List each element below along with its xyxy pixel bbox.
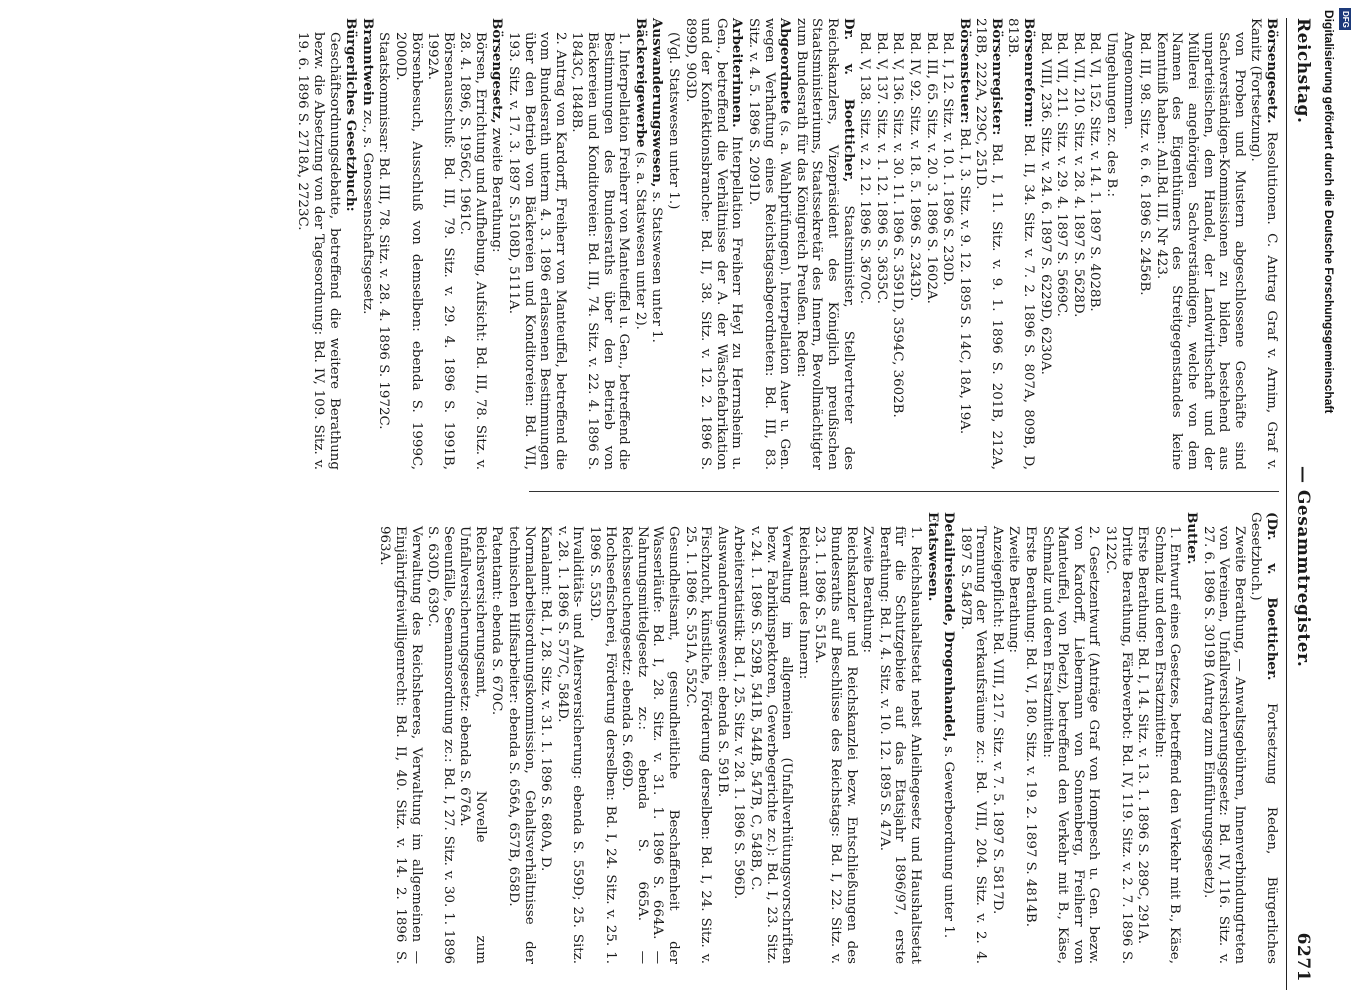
entry-text: Erste Berathung: Bd. VI, 180. Sitz. v. 19. 2. 1897 S. 4814B. bbox=[1023, 526, 1039, 928]
register-entry bbox=[1248, 18, 1279, 470]
entry-heading: Bürgerliches Gesetzbuch: bbox=[343, 18, 360, 212]
entry-heading: (Dr. v. Boetticher. bbox=[1264, 512, 1280, 681]
register-entry bbox=[1183, 512, 1199, 964]
digitization-credit: Digitalisierung gefördert durch die Deutsche Forschungsgemeinschaft bbox=[1322, 10, 1336, 414]
entry-text: Zweite Berathung: bbox=[1006, 526, 1022, 654]
register-entry bbox=[1054, 18, 1070, 470]
entry-text: Arbeiterstatistik: Bd. I, 25. Sitz. v. 28. 1. 1896 S. 596D. bbox=[731, 526, 747, 900]
register-entry bbox=[649, 18, 665, 470]
register-entry bbox=[860, 512, 876, 964]
entry-text: Bd. VI, 152. Sitz. v. 14. 1. 1897 S. 4028B. bbox=[1087, 32, 1103, 312]
register-entry bbox=[906, 18, 922, 470]
entry-text: 2. Gesetzentwurf (Anträge Graf von Hompesch u. Gen. bezw. von Kardorff, Liebermann von Sonnenberg, Freiherr von Manteuffel, von Ploetz), betreffend den Verkehr mit B., Käse, Schmalz und deren Ersatzmitteln: bbox=[1039, 526, 1102, 964]
register-entry bbox=[457, 512, 488, 964]
entry-text: Verwaltung des Reichsheeres, Verwaltung im allgemeinen — Einjährigfreiwilligenrecht: Bd. II, 40. Sitz. v. 14. 2. 1896 S. 963A. bbox=[377, 526, 424, 964]
register-entry bbox=[873, 18, 889, 470]
entry-text: Umgehungen zc. des B.: bbox=[1104, 32, 1120, 198]
register-entry bbox=[714, 512, 730, 964]
entry-text: s. Gewerbeordnung unter 1. bbox=[941, 746, 957, 939]
entry-text: Bd. V, 136. Sitz. v. 30. 11. 1896 S. 3591D, 3594C, 3602B. bbox=[890, 32, 906, 418]
column-divider bbox=[529, 491, 1279, 492]
entry-text: Bd. I, 12. Sitz. v. 10. 1. 1896 S. 230D. bbox=[940, 32, 956, 286]
register-entry bbox=[586, 512, 617, 964]
register-entry bbox=[1200, 512, 1247, 964]
entry-heading: Dr. v. Boetticher, bbox=[840, 18, 857, 183]
register-entry bbox=[956, 18, 972, 470]
entry-heading: Butter. bbox=[1184, 512, 1201, 565]
entry-text: Resolutionen. C. Antrag Graf v. Arnim, Graf v. Kanitz (Fortsetzung). bbox=[1248, 18, 1279, 470]
page-number: 6271 bbox=[1293, 932, 1313, 982]
entry-text: 1. Reichshaushaltsetat nebst Anleihegesetz und Haushaltsetat für die Schutzgebiete auf das Etatsjahr 1896/97, erste Berathung: Bd. I, 4. Sitz. v. 10. 12. 1895 S. 47A. bbox=[876, 526, 923, 964]
register-entry bbox=[795, 512, 811, 964]
entry-text: Verwaltung im allgemeinen (Unfallverhütungsvorschriften bezw. Fabrikinspektoren, Gewerbegerichte zc.): Bd. I, 23. Sitz. v. 24. 1. 1896 S. 529B, 541B, 544B, 547B, C, 548B, C. bbox=[748, 526, 795, 964]
register-entry bbox=[506, 512, 537, 964]
entry-text: Reichskanzler und Reichskanzlei bezw. Entschließungen des Bundesraths auf Beschlüsse des Reichstags: Bd. I, 22. Sitz. v. 23. 1. 1896 S. 515A. bbox=[812, 526, 859, 964]
header-rule bbox=[1286, 18, 1287, 990]
entry-text: 1. Entwurf eines Gesetzes, betreffend den Verkehr mit B., Käse, Schmalz und deren Ersatzmitteln: bbox=[1151, 526, 1183, 964]
entry-text: Normalarbeitsordnungskommission, Gehaltsverhältnisse der technischen Hilfsarbeiter: ebenda S. 656A, 657B, 658D. bbox=[506, 526, 537, 964]
entry-text: Bd. III, 65. Sitz. v. 20. 3. 1896 S. 1602A. bbox=[923, 32, 939, 304]
entry-text: Dritte Berathung, Färbeverbot: Bd. IV, 119. Sitz. v. 2. 7. 1896 S. 3122C. bbox=[1103, 526, 1134, 964]
register-entry bbox=[343, 18, 359, 470]
entry-text: Interpellation Freiherr Heyl zu Herrnsheim u. Gen., betreffend die Verhältnisse der A. der Wäschefabrikation und der Konfektionsbranche: Bd. II, 38. Sitz. v. 12. 2. 1896 S. 899D, 903D. bbox=[682, 18, 745, 470]
entry-heading: Branntwein bbox=[359, 18, 376, 106]
register-entry bbox=[1102, 512, 1133, 964]
dfg-logo: DFG bbox=[1339, 8, 1351, 30]
register-entry bbox=[940, 18, 956, 470]
entry-heading: Börsenregister: bbox=[988, 18, 1005, 136]
register-entry bbox=[876, 512, 923, 964]
register-entry bbox=[1153, 18, 1247, 470]
register-entry bbox=[1037, 18, 1053, 470]
entry-heading: Bäckereigewerbe bbox=[632, 18, 649, 148]
entry-text: Staatskommissar: Bd. III, 78. Sitz. v. 28. 4. 1896 S. 1972C. bbox=[376, 32, 392, 430]
register-entry bbox=[1135, 512, 1151, 964]
entry-text: Geschäftsordnungsdebatte, betreffend die weitere Berathung bezw. die Absetzung von der Tagesordnung: Bd. IV, 109. Sitz. v. 19. 6. 1896 S. 2718A, 2723C. bbox=[295, 32, 342, 470]
header-left-title: Reichstag. bbox=[1293, 18, 1313, 124]
register-entry bbox=[1006, 512, 1022, 964]
register-entry bbox=[924, 512, 940, 964]
entry-heading: Etatswesen. bbox=[924, 512, 941, 602]
entry-heading: Börsenreform: bbox=[1021, 18, 1038, 128]
register-entry bbox=[957, 512, 988, 964]
entry-text: Zweite Berathung, — Anwaltsgebühren, Innenverbindungtreten von Vereinen, Unfallversicherungsgesetz: Bd. IV, 116. Sitz. v. 27. 6. 1896 S. 3019B (Antrag zum Einführungsgesetz). bbox=[1200, 526, 1247, 964]
entry-text: Bd. I, 3. Sitz. v. 9. 12. 1895 S. 14C, 18A, 19A. bbox=[956, 127, 972, 435]
register-entry bbox=[489, 512, 505, 964]
entry-text: Bd. II, 34. Sitz. v. 7. 2. 1896 S. 807A, 809B, D, 813B. bbox=[1005, 18, 1037, 470]
register-entry bbox=[425, 18, 456, 470]
entry-text: Seeunfälle, Seemannsordnung zc.: Bd. I, 27. Sitz. v. 30. 1. 1896 S. 630D, 639C. bbox=[425, 526, 456, 964]
register-entry bbox=[989, 512, 1005, 964]
register-entry bbox=[619, 512, 681, 964]
entry-text: Trennung der Verkaufsräume zc.: Bd. VIII, 204. Sitz. v. 2. 4. 1897 S. 5487B. bbox=[957, 526, 989, 964]
entry-text: (s. a. Statswesen unter 2). bbox=[632, 151, 648, 330]
header-center-title: — Gesammtregister. bbox=[1293, 466, 1313, 668]
entry-heading: Abgeordnete bbox=[777, 18, 794, 114]
register-entry bbox=[665, 18, 681, 470]
entry-text: Bd. III, 98. Sitz. v. 6. 6. 1896 S. 2456B. bbox=[1137, 32, 1153, 296]
entry-text: zweite Berathung: bbox=[489, 127, 505, 253]
entry-text: (s. a. Wahlprüfungen). Interpellation Auer u. Gen. wegen Verhaftung eines Reichstagsabgeordneten: Bd. III, 83. Sitz. v. 4. 5. 1896 S. 2091D. bbox=[746, 18, 793, 470]
entry-text: Invaliditäts- und Altersversicherung: ebenda S. 559D; 25. Sitz. v. 28. 1. 1896 S. 577C, 584D. bbox=[554, 526, 586, 964]
entry-heading: Börsengesetz, bbox=[489, 18, 506, 124]
register-entry bbox=[1120, 18, 1136, 470]
entry-heading: Börsengesetz. bbox=[1264, 18, 1280, 124]
left-column bbox=[294, 18, 1279, 470]
register-entry bbox=[973, 18, 1004, 470]
register-entry bbox=[682, 18, 744, 470]
register-entry bbox=[425, 512, 456, 964]
entry-text: Bd. V, 137. Sitz. v. 1. 12. 1896 S. 3635C. bbox=[873, 32, 889, 304]
right-column bbox=[376, 512, 1279, 964]
entry-text: s. Statswesen unter 1. bbox=[649, 191, 665, 343]
register-entry bbox=[731, 512, 747, 964]
entry-heading: Detailreisende, Drogenhandel, bbox=[941, 512, 958, 742]
entry-text: Börsenbesuch, Ausschluß von demselben: ebenda S. 1999C, 2000D. bbox=[392, 32, 424, 470]
register-entry bbox=[457, 18, 488, 470]
register-entry bbox=[745, 18, 792, 470]
register-entry bbox=[554, 512, 585, 964]
register-entry bbox=[1070, 18, 1086, 470]
register-entry bbox=[793, 18, 855, 470]
register-entry bbox=[359, 18, 375, 470]
register-entry bbox=[392, 18, 423, 470]
register-entry bbox=[538, 512, 554, 964]
entry-text: Zweite Berathung: bbox=[860, 526, 876, 654]
register-entry bbox=[377, 512, 424, 964]
register-entry bbox=[569, 18, 631, 470]
register-entry bbox=[1151, 512, 1182, 964]
entry-text: Angenommen. bbox=[1120, 32, 1136, 130]
entry-text: Staatsminister, Stellvertreter des Reichskanzlers, Vizepräsident des Königlich preußischen Staatsministeriums, Staatssekretär des Innern, Bevollmächtigter zum Bundesrath für das Königreich Preußen. Reden: bbox=[793, 18, 856, 470]
entry-text: zc., s. Genossenschaftsgesetz. bbox=[359, 109, 375, 315]
entry-text: Bd. I, 11. Sitz. v. 9. 1. 1896 S. 201B, 212A, 218B, 222A, 229C, 251D. bbox=[973, 18, 1004, 470]
register-entry bbox=[1137, 18, 1153, 470]
register-entry bbox=[295, 18, 342, 470]
entry-text: Kanalamt: Bd. I, 28. Sitz. v. 31. 1. 1896 S. 680A, D. bbox=[538, 526, 554, 872]
entry-text: Erste Berathung: Bd. I, 14. Sitz. v. 13. 1. 1896 S. 289C, 291A. bbox=[1135, 526, 1151, 944]
register-entry bbox=[890, 18, 906, 470]
register-entry bbox=[1087, 18, 1103, 470]
register-entry bbox=[489, 18, 505, 470]
entry-heading: Auswanderungswesen, bbox=[649, 18, 666, 188]
entry-text: 1. Interpellation Freiherr von Manteuffel u. Gen., betreffend die Bestimmungen des Bundesraths über den Betrieb von Bäckereien und Konditoreien: Bd. III, 74. Sitz. v. 22. 4. 1896 S. 1843C, 1848B. bbox=[569, 32, 632, 470]
register-entry bbox=[376, 18, 392, 470]
entry-text: 2. Antrag von Kardorff, Freiherr von Manteuffel, betreffend die vom Bundesrath unterm 4. 3. 1896 erlassenen Bestimmungen über den Betrieb von Bäckereien und Konditoreien: Bd. VII, 193. Sitz. v. 17. 3. 1897 S. 5108D, 5111A. bbox=[506, 32, 568, 470]
register-entry bbox=[682, 512, 713, 964]
entry-text: Patentamt: ebenda S. 670C. bbox=[489, 526, 505, 716]
register-entry bbox=[1103, 18, 1119, 470]
register-entry bbox=[923, 18, 939, 470]
entry-text: Börsenausschuß: Bd. III, 79. Sitz. v. 29. 4. 1896 S. 1991B, 1992A. bbox=[425, 32, 456, 470]
entry-text: von Proben und Mustern abgeschlossene Geschäfte sind Sachverständigen-Kommissionen zu bilden, bestehend aus unparteiischen, dem Handel, der Landwirthschaft und der Müllerei angehörigen Sachverständigen, welche von dem Namen des Eigenthümers des Streitgegenstandes keine Kenntniß haben: Anl.Bd. III, Nr 423. bbox=[1153, 32, 1247, 470]
entry-text: Bd. VIII, 236. Sitz. v. 24. 6. 1897 S. 6229D, 6230A. bbox=[1037, 32, 1053, 375]
entry-text: (Vgl. Statswesen unter 1.) bbox=[666, 32, 682, 210]
register-entry bbox=[632, 18, 648, 470]
entry-text: Hochseefischerei, Förderung derselben: Bd. I, 24. Sitz. v. 25. 1. 1896 S. 553D. bbox=[587, 526, 618, 964]
entry-heading: Arbeiterinnen. bbox=[729, 18, 746, 128]
entry-text: Bd. V, 138. Sitz. v. 2. 12. 1896 S. 3670C. bbox=[857, 32, 873, 304]
register-entry bbox=[747, 512, 794, 964]
register-entry bbox=[1248, 512, 1279, 964]
entry-text: Bd. VII, 210. Sitz. v. 28. 4. 1897 S. 5628D. bbox=[1070, 32, 1086, 318]
register-entry bbox=[1023, 512, 1039, 964]
entry-text: Fischzucht, künstliche, Förderung derselben: Bd. I, 24. Sitz. v. 25. 1. 1896 S. 551A, 552C. bbox=[682, 526, 714, 964]
entry-text: Reichsamt des Innern: bbox=[795, 526, 811, 680]
entry-heading: Börsensteuer: bbox=[956, 18, 973, 124]
register-entry bbox=[1005, 18, 1036, 470]
register-entry bbox=[857, 18, 873, 470]
entry-text: Bd. IV, 92. Sitz. v. 18. 5. 1896 S. 2343D. bbox=[906, 32, 922, 302]
entry-text: Anzeigepflicht: Bd. VIII, 217. Sitz. v. 7. 5. 1897 S. 5817D. bbox=[989, 526, 1005, 915]
entry-text: Fortsetzung Reden, Bürgerliches Gesetzbuch.) bbox=[1248, 512, 1279, 964]
rotated-register-page bbox=[83, 18, 1331, 990]
register-entry bbox=[941, 512, 957, 964]
entry-text: Gesundheitsamt, gesundheitliche Beschaffenheit der Wasserläufe: Bd. I, 28. Sitz. v. 31. 1. 1896 S. 664A. — Nahrungsmittelgesetz zc.: ebenda S. 665A. — Reichsseuchengesetz: ebenda S. 669D. bbox=[619, 526, 682, 964]
entry-text: Reichsversicherungsamt, Novelle zum Unfallversicherungsgesetz: ebenda S. 676A. bbox=[457, 526, 488, 964]
entry-text: Bd. VII, 211. Sitz. v. 29. 4. 1897 S. 5669C. bbox=[1054, 32, 1070, 317]
register-entry bbox=[812, 512, 859, 964]
entry-text: Börsen, Errichtung und Aufhebung, Aufsicht: Bd. III, 78. Sitz. v. 28. 4. 1896, S. 1956C, 1961C. bbox=[457, 32, 488, 470]
register-entry bbox=[506, 18, 568, 470]
entry-text: Auswanderungswesen: ebenda S. 591B. bbox=[714, 526, 730, 798]
register-entry bbox=[1039, 512, 1101, 964]
